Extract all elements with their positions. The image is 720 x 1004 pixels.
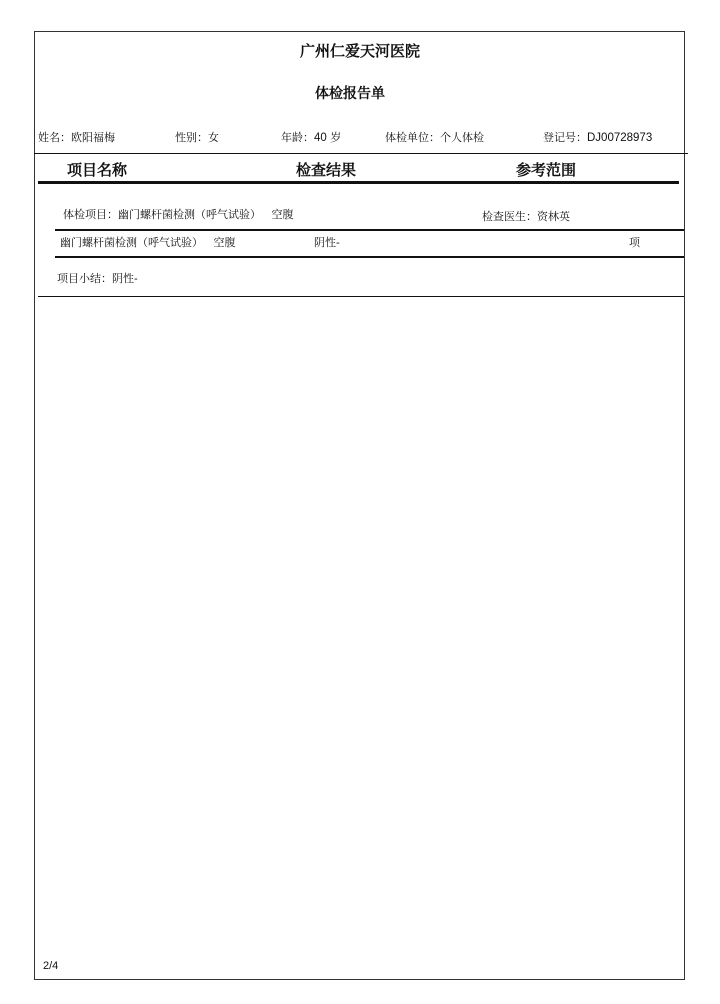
patient-name-label: 姓名：	[38, 131, 71, 144]
exam-item	[63, 206, 294, 222]
patient-name-value: 欧阳福梅	[71, 131, 115, 144]
exam-unit-value: 个人体检	[440, 131, 484, 144]
patient-age-label: 年龄：	[281, 131, 314, 144]
result-row-item: 幽门螺杆菌检测（呼气试验）	[60, 236, 203, 249]
patient-gender-label: 性别：	[175, 131, 208, 144]
exam-item-divider	[55, 229, 684, 231]
column-header-reference: 参考范围	[516, 161, 577, 179]
patient-name	[38, 129, 115, 145]
exam-doctor-label: 检查医生：	[482, 210, 537, 223]
patient-age-value: 40	[314, 132, 327, 144]
registration-label: 登记号：	[543, 131, 587, 144]
exam-item-value: 幽门螺杆菌检测（呼气试验）	[118, 208, 261, 221]
column-header-result: 检查结果	[296, 161, 357, 179]
registration-value: DJ00728973	[587, 132, 653, 144]
exam-unit-label: 体检单位：	[385, 131, 440, 144]
exam-unit	[385, 129, 484, 145]
report-frame	[34, 31, 685, 980]
patient-gender-value: 女	[208, 131, 219, 144]
info-divider	[34, 153, 688, 154]
result-row-name	[60, 234, 236, 250]
result-row-result: 阴性-	[314, 236, 340, 249]
report-title: 体检报告单	[315, 86, 385, 102]
page-number: 2/4	[43, 960, 59, 972]
patient-gender	[175, 129, 219, 145]
exam-doctor	[482, 208, 570, 224]
patient-age	[281, 129, 341, 145]
item-summary	[57, 270, 138, 286]
exam-item-condition: 空腹	[271, 208, 294, 221]
result-row-divider	[55, 256, 684, 258]
hospital-name: 广州仁爱天河医院	[299, 42, 420, 60]
result-row-condition: 空腹	[213, 236, 236, 249]
exam-item-label: 体检项目：	[63, 208, 118, 221]
patient-age-unit: 岁	[330, 131, 342, 144]
summary-divider	[38, 296, 684, 297]
result-row-reference: 项	[629, 236, 640, 249]
column-header-item-name: 项目名称	[67, 161, 128, 179]
exam-doctor-value: 资林英	[537, 210, 570, 223]
column-header-divider	[38, 181, 679, 184]
item-summary-label: 项目小结：	[57, 272, 112, 285]
registration-number	[543, 129, 652, 145]
item-summary-value: 阴性-	[112, 272, 138, 285]
